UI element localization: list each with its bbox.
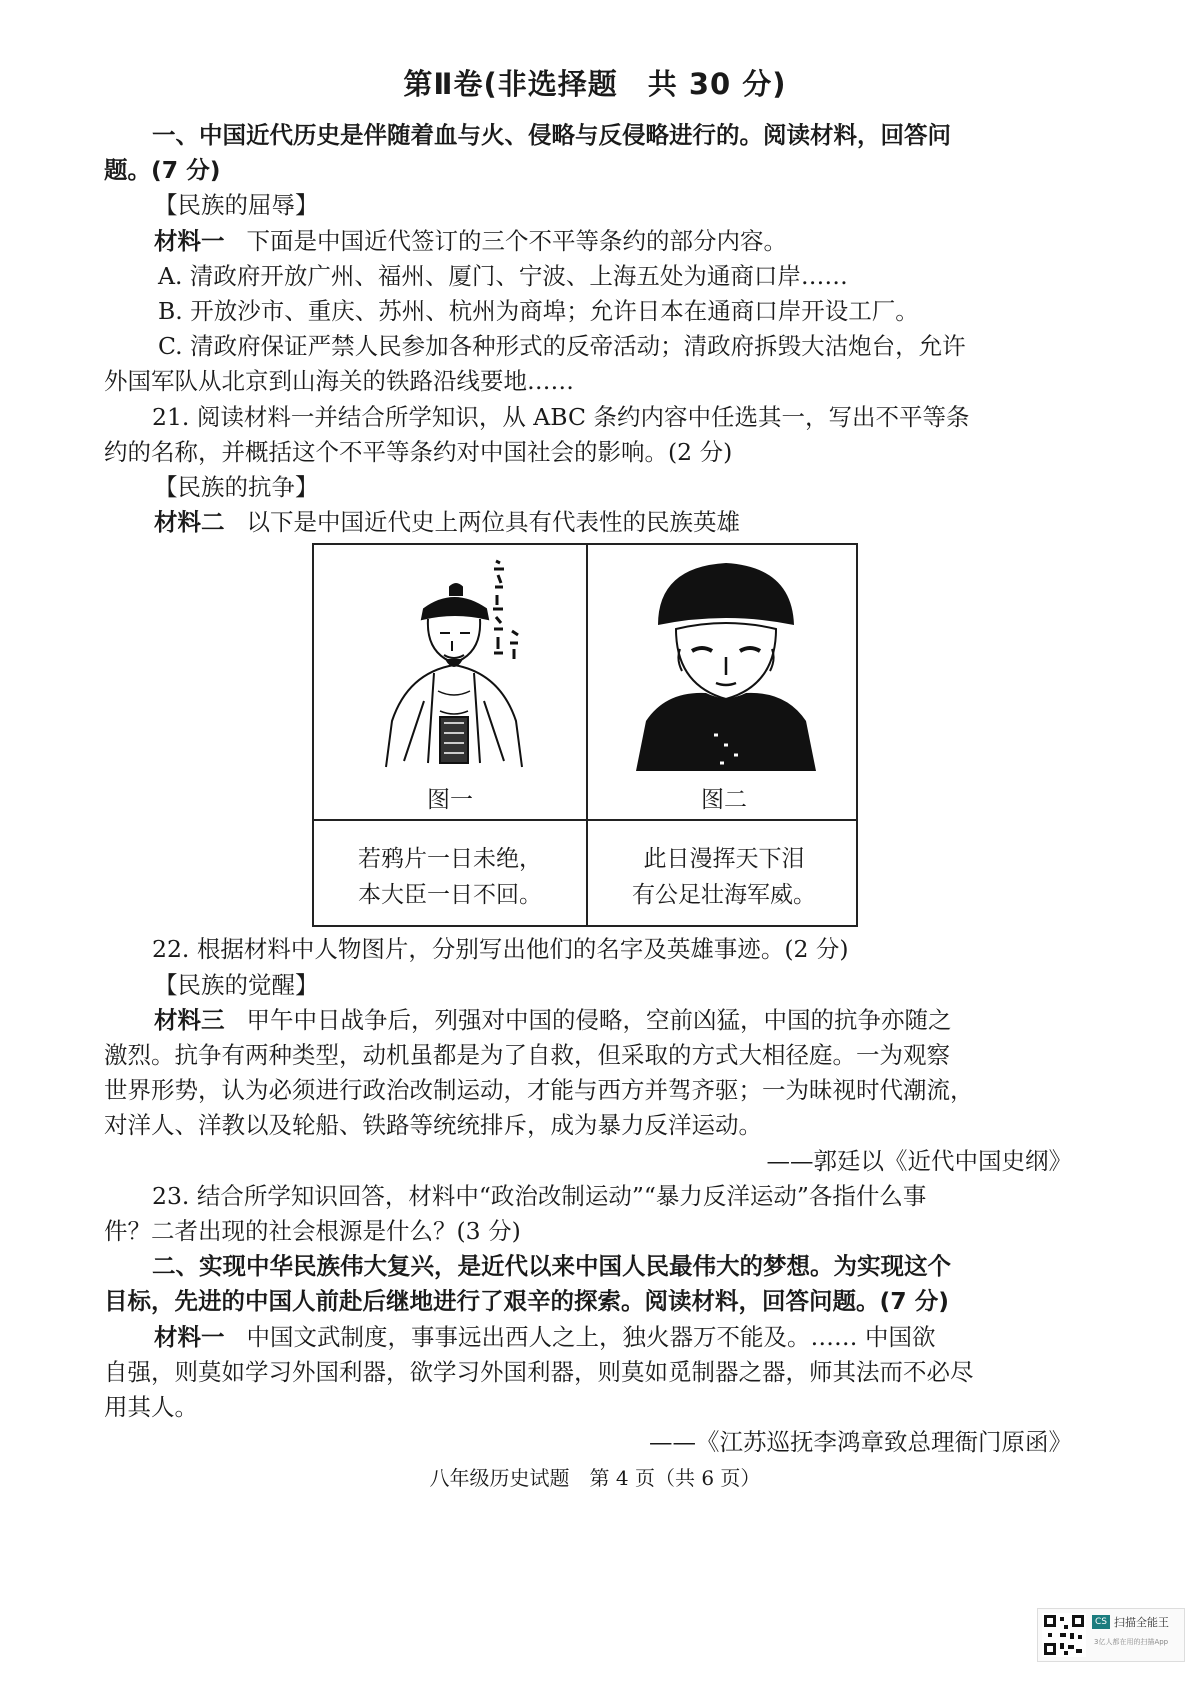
material3-line3: 世界形势，认为必须进行政治改制运动，才能与西方并驾齐驱；一为昧视时代潮流，: [104, 1076, 974, 1105]
material1-paragraph: [104, 224, 1072, 259]
portrait-figure2-image: [636, 559, 816, 771]
material2-text: 以下是中国近代史上两位具有代表性的民族英雄: [246, 508, 740, 537]
question-23-line2: 件？二者出现的社会根源是什么？(3 分): [104, 1217, 521, 1246]
material2-label: 材料二: [154, 508, 225, 537]
option-c-line1: C. 清政府保证严禁人民参加各种形式的反帝活动；清政府拆毁大沽炮台，允许: [158, 332, 966, 361]
section-heading-humiliation: 【民族的屈辱】: [154, 191, 319, 220]
material2-paragraph: [104, 505, 1072, 540]
part2-material1-line3: 用其人。: [104, 1393, 198, 1422]
question-21-line2: 约的名称，并概括这个不平等条约对中国社会的影响。(2 分): [104, 437, 733, 466]
quote-figure2: [588, 841, 860, 913]
scanner-tagline: 3亿人都在用的扫描App: [1094, 1638, 1169, 1646]
part2-material1-source: ——《江苏巡抚李鸿章致总理衙门原函》: [649, 1428, 1072, 1457]
table-divider-horizontal: [314, 819, 856, 821]
page-footer: 八年级历史试题 第 4 页（共 6 页）: [429, 1466, 761, 1490]
part2-material1-label: 材料一: [154, 1322, 225, 1351]
quote1-line1: 若鸦片一日未绝，: [358, 846, 542, 872]
part2-intro-line1: 二、实现中华民族伟大复兴，是近代以来中国人民最伟大的梦想。为实现这个: [152, 1252, 951, 1281]
scanner-watermark: [1037, 1608, 1185, 1662]
option-a: A. 清政府开放广州、福州、厦门、宁波、上海五处为通商口岸……: [158, 261, 848, 290]
section-heading-awakening: 【民族的觉醒】: [154, 970, 319, 999]
question-23-line1: 23. 结合所学知识回答，材料中“政治改制运动”“暴力反洋运动”各指什么事: [152, 1181, 927, 1210]
part2-material1-paragraph: [104, 1320, 1072, 1355]
part2-material1-line2: 自强，则莫如学习外国利器，欲学习外国利器，则莫如觅制器之器，师其法而不必尽: [104, 1357, 974, 1386]
scanner-app-name: 扫描全能王: [1114, 1616, 1169, 1629]
part2-intro-line2: 目标，先进的中国人前赴后继地进行了艰辛的探索。阅读材料，回答问题。(7 分): [104, 1287, 950, 1316]
material3-line1: 甲午中日战争后，列强对中国的侵略，空前凶猛，中国的抗争亦随之: [246, 1005, 952, 1034]
quote2-line2: 有公足壮海军威。: [632, 882, 816, 908]
quote1-line2: 本大臣一日不回。: [358, 882, 542, 908]
quote2-line1: 此日漫挥天下泪: [643, 846, 805, 872]
part1-intro-line1: 一、中国近代历史是伴随着血与火、侵略与反侵略进行的。阅读材料，回答问: [152, 121, 951, 149]
question-22: 22. 根据材料中人物图片，分别写出他们的名字及英雄事迹。(2 分): [152, 935, 849, 964]
option-c-line2: 外国军队从北京到山海关的铁路沿线要地……: [104, 367, 574, 396]
camscanner-logo-icon: CS: [1092, 1615, 1110, 1629]
page-title: 第Ⅱ卷(非选择题 共 30 分): [403, 67, 787, 101]
figure1-caption: 图一: [427, 787, 473, 813]
qr-code-icon: [1042, 1613, 1086, 1657]
material1-text: 下面是中国近代签订的三个不平等条约的部分内容。: [246, 226, 787, 255]
question-21-line1: 21. 阅读材料一并结合所学知识，从 ABC 条约内容中任选其一，写出不平等条: [152, 402, 970, 431]
material3-line4: 对洋人、洋教以及轮船、铁路等统统排斥，成为暴力反洋运动。: [104, 1111, 762, 1140]
section-heading-struggle: 【民族的抗争】: [154, 473, 319, 502]
quote-figure1: [314, 841, 586, 913]
part2-material1-line1: 中国文武制度，事事远出西人之上，独火器万不能及。…… 中国欲: [246, 1322, 936, 1351]
portrait-figure1-image: [364, 551, 544, 771]
figure2-caption: 图二: [701, 787, 747, 813]
material3-label: 材料三: [154, 1005, 225, 1034]
hero-table: [312, 543, 858, 927]
material3-paragraph: [104, 1003, 1072, 1038]
option-b: B. 开放沙市、重庆、苏州、杭州为商埠；允许日本在通商口岸开设工厂。: [158, 297, 919, 326]
part1-intro-line2: 题。(7 分): [104, 156, 221, 185]
material3-line2: 激烈。抗争有两种类型，动机虽都是为了自救，但采取的方式大相径庭。一为观察: [104, 1041, 950, 1070]
material1-label: 材料一: [154, 226, 225, 255]
material3-source: ——郭廷以《近代中国史纲》: [766, 1146, 1072, 1175]
